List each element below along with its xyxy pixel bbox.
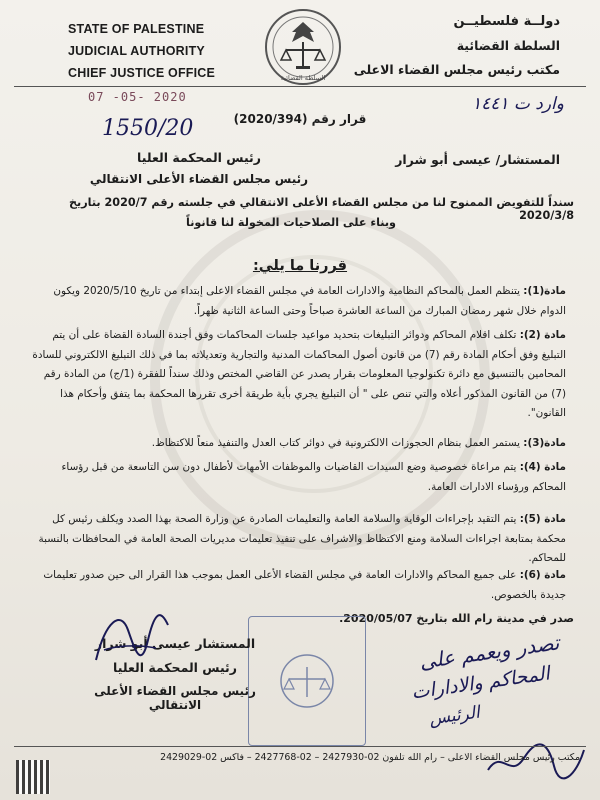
header-en-line3: CHIEF JUSTICE OFFICE [68,66,216,80]
header-ar-line2: السلطة القضائية [456,38,560,53]
received-handwritten: وارد ت ١٤٤١ [471,94,564,114]
logo-caption: السلطة القضائية [280,74,326,82]
header-ar-line1: دولــة فلسطيــن [453,14,560,29]
decision-number: قرار رقم (2020/394) [233,112,367,126]
article-4-text: يتم مراعاة خصوصية وضع السيدات القاضيات والموظفات الأمهات لأطفال دون سن التاسعة من قبل رؤساء المحاكم ورؤساء الادارات العامة. [61,461,566,493]
article-1-label: مادة(1): [523,285,566,297]
header-en-line1: STATE OF PALESTINE [68,22,205,36]
date-stamp: 07 -05- 2020 [88,90,187,104]
decide-heading: قررنا ما يلي: [252,258,348,274]
article-3-text: يستمر العمل بنظام الحجوزات الالكترونية في دوائر كتاب العدل والتنفيذ منعاً للاكتظاظ. [151,437,520,449]
article-6-label: مادة (6): [519,569,566,581]
signature-scribble [86,600,176,680]
header-divider [14,86,586,87]
article-2-label: مادة (2): [519,329,566,341]
issued-line: صدر في مدينة رام الله بتاريخ 2020/05/07. [339,612,574,625]
handwritten-note-line2: المحاكم والادارات [409,662,551,704]
article-5-label: مادة (5): [519,513,566,525]
article-1-text: يتنظم العمل بالمحاكم النظامية والادارات العامة في مجلس القضاء الاعلى إبتداء من تاريخ 2020/5/10 ويكون الدوام خلال شهر رمضان المبارك من الساعة العاشرة صباحاً وحتى الساعة الثانية ظهراً. [53,285,566,317]
article-4-label: مادة (4): [519,461,566,473]
article-6-text: على جميع المحاكم والادارات العامة في مجلس القضاء الأعلى العمل بموجب هذا القرار الى حين صدور تعليمات جديدة بالخصوص. [43,569,566,601]
header-en-line2: JUDICIAL AUTHORITY [68,44,205,58]
article-2-text: تكلف اقلام المحاكم ودوائر التبليغات بتحديد مواعيد جلسات المحاكمات وفق أجندة السادة القضاة على أن يتم التبليغ وفق أحكام المادة رقم (7) من قانون أصول المحاكمات المدنية والتجارية وتعديلاته بما في ذلك التبليغ الالكتروني للسادة المحامين بالتنسيق مع دائرة تكنولوجيا المعلومات بقرار يصدر عن القاضي المختص وذلك سنداً للفقرة (1/ج) من المادة رقم (7) من القانون المذكور أعلاه والتي تنص على " أن التبليغ يجري بأية طريقة أخرى تقررها المحكمة بما يتفق وأحكام هذا القانون". [32,329,566,419]
article-2 [26,326,566,424]
article-5-text: يتم التقيد بإجراءات الوقاية والسلامة العامة والتعليمات الصادرة عن وزارة الصحة بهذا الصدد ويكلف رئيس كل محكمة بمتابعة اجراءات السلامة ومنع الاكتظاظ والاشراف على تنفيذ تعليمات مديريات الصحة العامة في المحافظات بالنسبة للمحاكم. [38,513,566,564]
article-1 [26,282,566,321]
recipient-name: المستشار/ عيسى أبو شرار [395,152,560,167]
signature-line2: رئيس المحكمة العليا [113,660,237,675]
article-3-label: مادة(3): [523,437,566,449]
header-ar-line3: مكتب رئيس مجلس القضاء الاعلى [353,62,560,77]
footer-divider [14,746,586,747]
article-5 [26,510,566,569]
number-handwritten: 1550/20 [102,116,194,141]
signature-line3: رئيس مجلس القضاء الأعلى الانتقالي [94,684,256,712]
title-left-line1: رئيس المحكمة العليا [137,150,261,165]
judicial-emblem-logo [262,6,344,88]
signature-line1: المستشار عيسى أبو شرار [94,636,256,651]
footer-contact: مكتب رئيس مجلس القضاء الاعلى – رام الله تلفون 02-2427930 – 02-2427768 – فاكس 02-2429029 [160,752,580,763]
handwritten-note-line3: الرئيس [428,702,482,730]
article-4 [26,458,566,497]
article-3 [26,434,566,454]
title-left-line2: رئيس مجلس القضاء الأعلى الانتقالي [89,172,309,186]
qr-code-icon [16,760,50,794]
handwritten-note-line1: تصدر ويعمم على [418,630,561,674]
preamble-line1: سنداً للتفويض الممنوح لنا من مجلس القضاء الأعلى الانتقالي في جلسته رقم 2020/7 بتاريخ 2020/3/8 [68,196,574,222]
preamble-line2: وبناء على الصلاحيات المخولة لنا قانوناً [186,216,396,229]
